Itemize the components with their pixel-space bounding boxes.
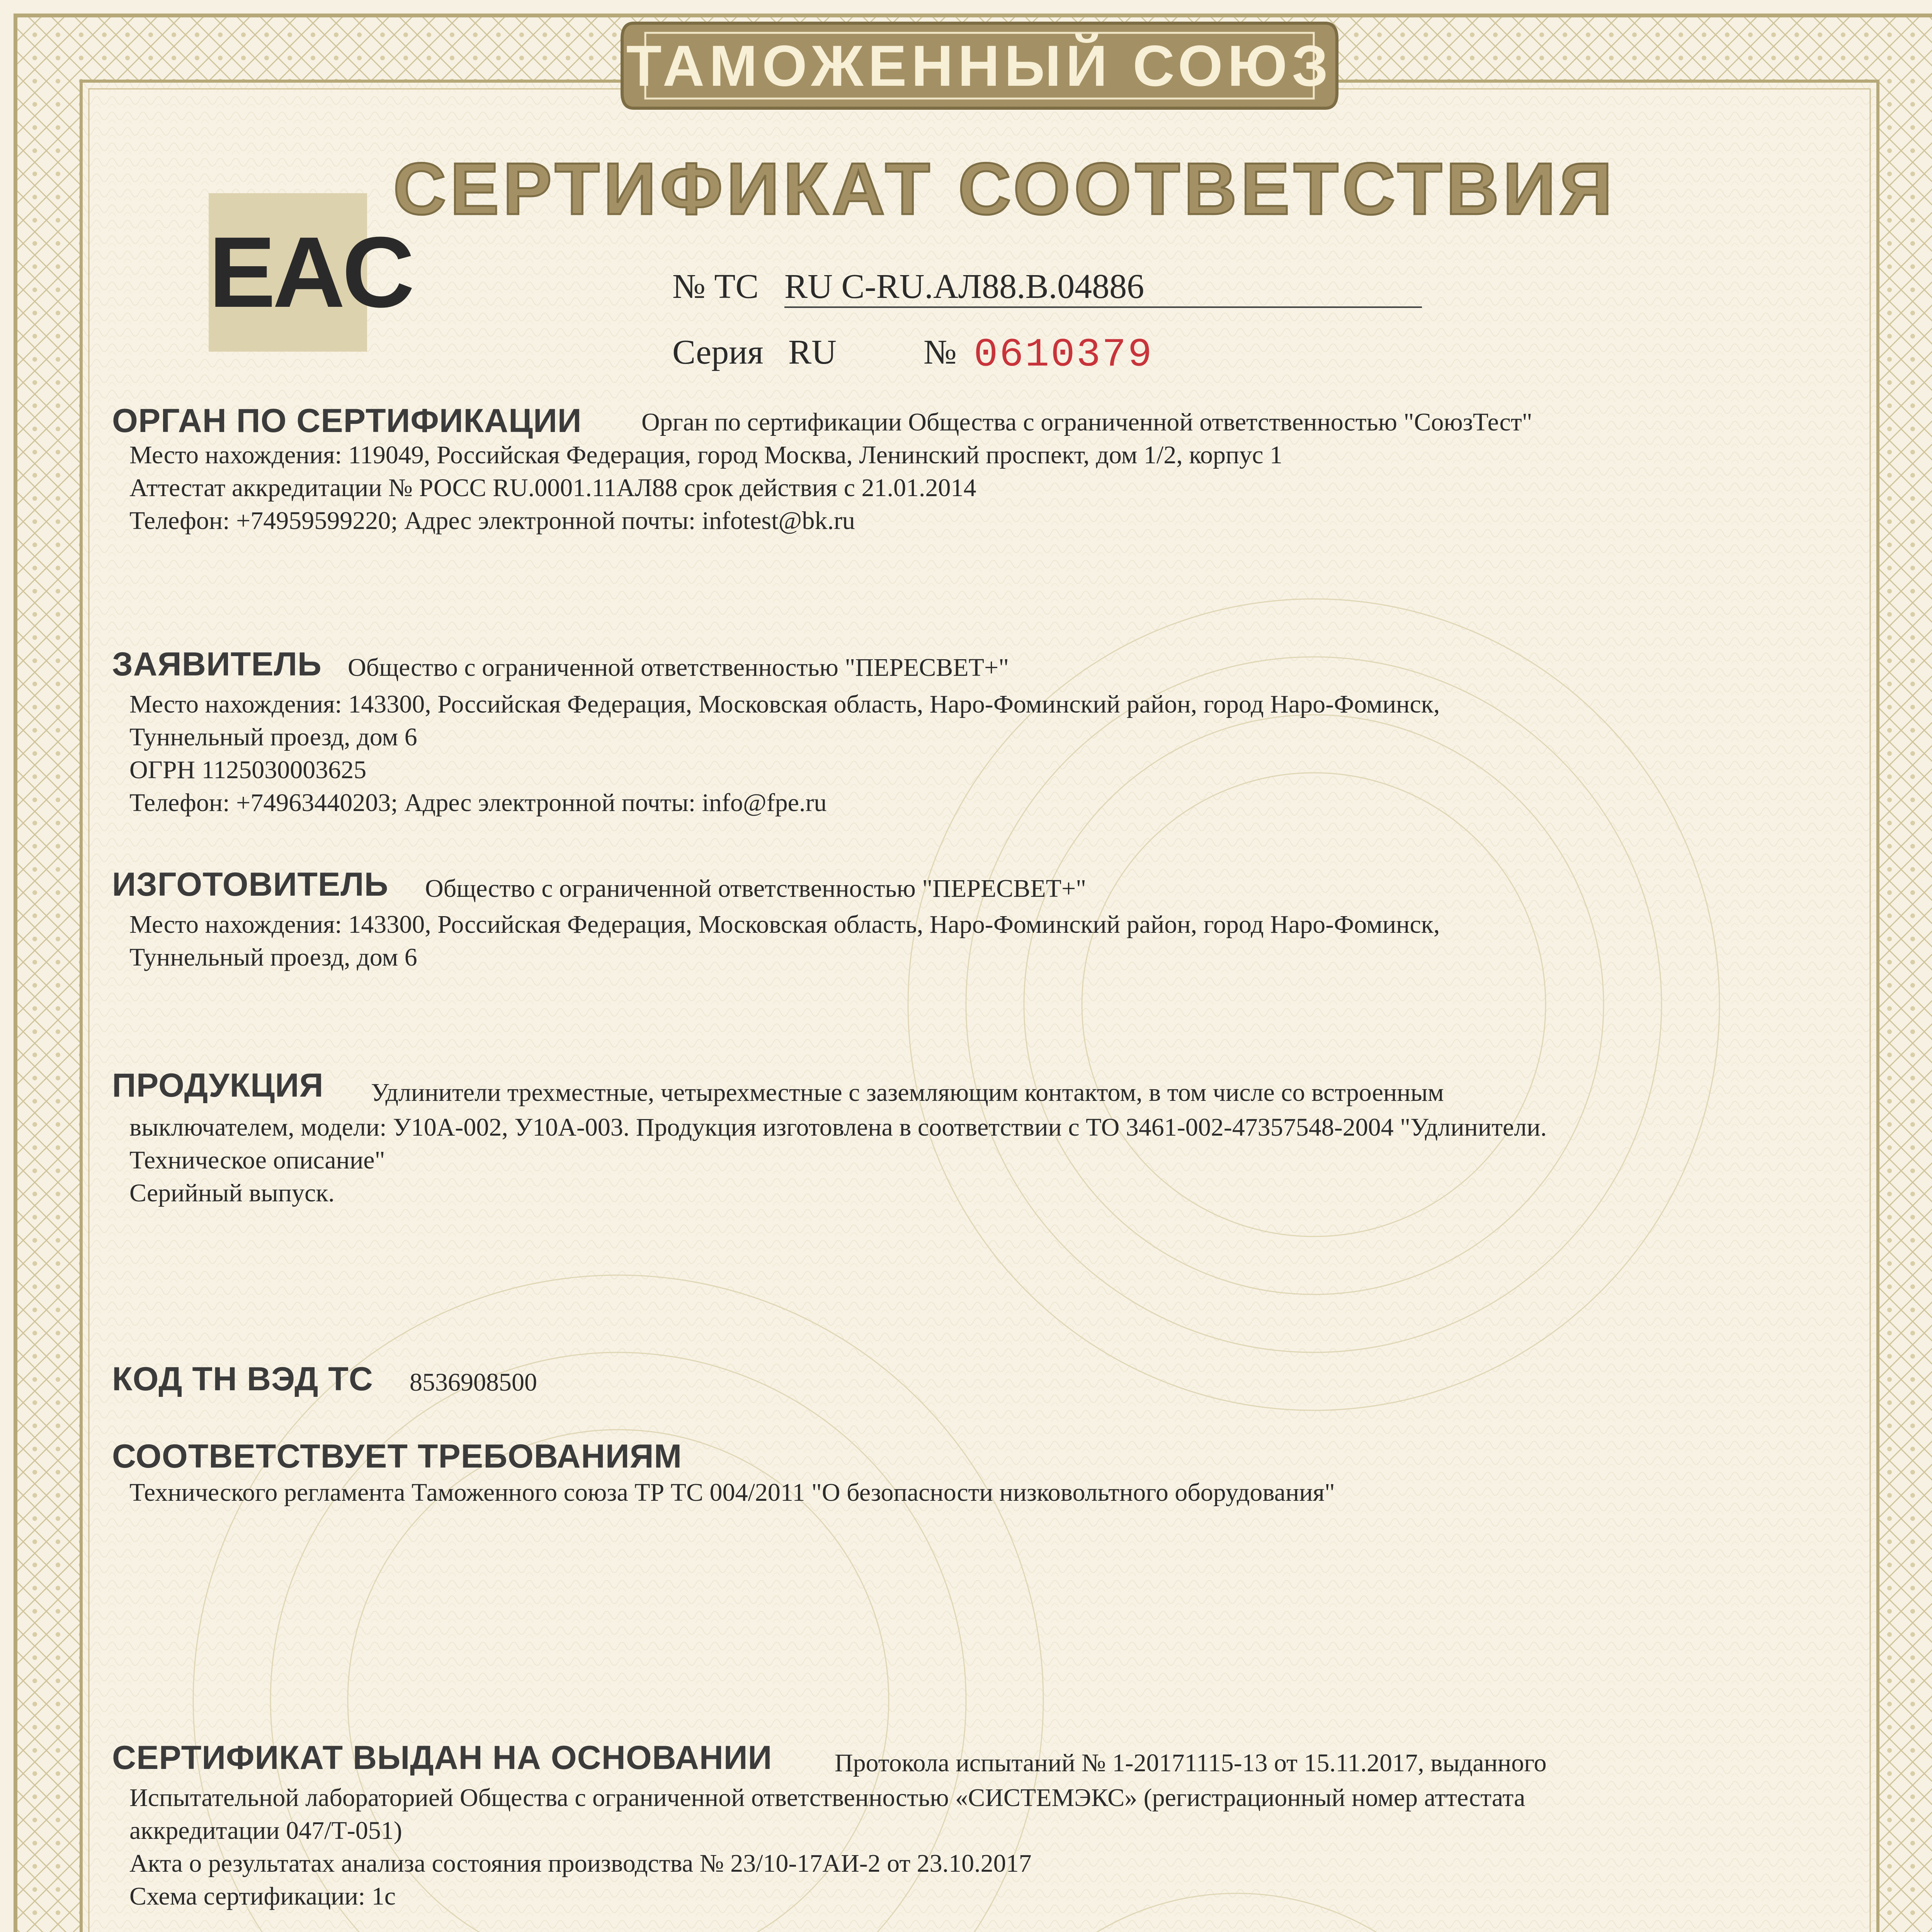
basis-first-line: Протокола испытаний № 1-20171115-13 от 15.11.2017, выданного [835, 1749, 1547, 1777]
applicant-line: Место нахождения: 143300, Российская Федерация, Московская область, Наро-Фоминский район, город Наро-Фоминск, [129, 690, 1440, 718]
manufacturer-heading: ИЗГОТОВИТЕЛЬ [112, 866, 389, 903]
eac-logo: EAC [209, 216, 412, 328]
organ-heading: ОРГАН ПО СЕРТИФИКАЦИИ [112, 402, 582, 439]
conformity-heading: СООТВЕТСТВУЕТ ТРЕБОВАНИЯМ [112, 1438, 682, 1475]
conformity-text: Технического регламента Таможенного союза ТР ТС 004/2011 "О безопасности низковольтного оборудования" [129, 1478, 1335, 1507]
number-value: RU C-RU.АЛ88.В.04886 [784, 267, 1422, 308]
tn-ved-heading: КОД ТН ВЭД ТС [112, 1361, 373, 1398]
basis-line: Испытательной лабораторией Общества с ограниченной ответственностью «СИСТЕМЭКС» (регистрационный номер аттестата [129, 1784, 1526, 1812]
product-heading: ПРОДУКЦИЯ [112, 1067, 324, 1104]
manufacturer-line: Место нахождения: 143300, Российская Федерация, Московская область, Наро-Фоминский район, город Наро-Фоминск, [129, 910, 1440, 939]
organ-line: Телефон: +74959599220; Адрес электронной почты: infotest@bk.ru [129, 507, 855, 535]
organ-name: Орган по сертификации Общества с ограниченной ответственностью "СоюзТест" [641, 408, 1532, 436]
basis-line: аккредитации 047/Т-051) [129, 1816, 402, 1845]
product-line: Техническое описание" [129, 1146, 385, 1174]
applicant-line: Туннельный проезд, дом 6 [129, 723, 417, 751]
applicant-line: Телефон: +74963440203; Адрес электронной почты: info@fpe.ru [129, 789, 827, 817]
certificate-title: СЕРТИФИКАТ СООТВЕТСТВИЯ [393, 148, 1616, 230]
product-first-line: Удлинители трехместные, четырехместные с заземляющим контактом, в том числе со встроенным [371, 1078, 1444, 1107]
manufacturer-line: Туннельный проезд, дом 6 [129, 943, 417, 971]
product-line: выключателем, модели: У10А-002, У10А-003. Продукция изготовлена в соответствии с ТО 3461-002-47357548-2004 "Удлинители. [129, 1113, 1547, 1141]
series-label: Серия [672, 333, 764, 371]
product-line: Серийный выпуск. [129, 1179, 335, 1207]
applicant-name: Общество с ограниченной ответственностью "ПЕРЕСВЕТ+" [348, 653, 1009, 682]
number-label: № ТС [672, 267, 759, 306]
applicant-heading: ЗАЯВИТЕЛЬ [112, 646, 322, 683]
organ-line: Место нахождения: 119049, Российская Федерация, город Москва, Ленинский проспект, дом 1/2, корпус 1 [129, 441, 1283, 469]
basis-line: Схема сертификации: 1с [129, 1882, 396, 1910]
blank-serial-number: 0610379 [974, 332, 1153, 378]
basis-line: Акта о результатах анализа состояния производства № 23/10-17АИ-2 от 23.10.2017 [129, 1849, 1032, 1878]
manufacturer-name: Общество с ограниченной ответственностью "ПЕРЕСВЕТ+" [425, 874, 1087, 903]
organ-line: Аттестат аккредитации № РОСС RU.0001.11АЛ88 срок действия с 21.01.2014 [129, 474, 976, 502]
series-value: RU [788, 333, 837, 371]
applicant-line: ОГРН 1125030003625 [129, 756, 367, 784]
union-title: ТАМОЖЕННЫЙ СОЮЗ [626, 33, 1333, 98]
tn-ved-code: 8536908500 [410, 1368, 537, 1396]
basis-heading: СЕРТИФИКАТ ВЫДАН НА ОСНОВАНИИ [112, 1739, 772, 1776]
blank-number-label: № [923, 333, 957, 371]
